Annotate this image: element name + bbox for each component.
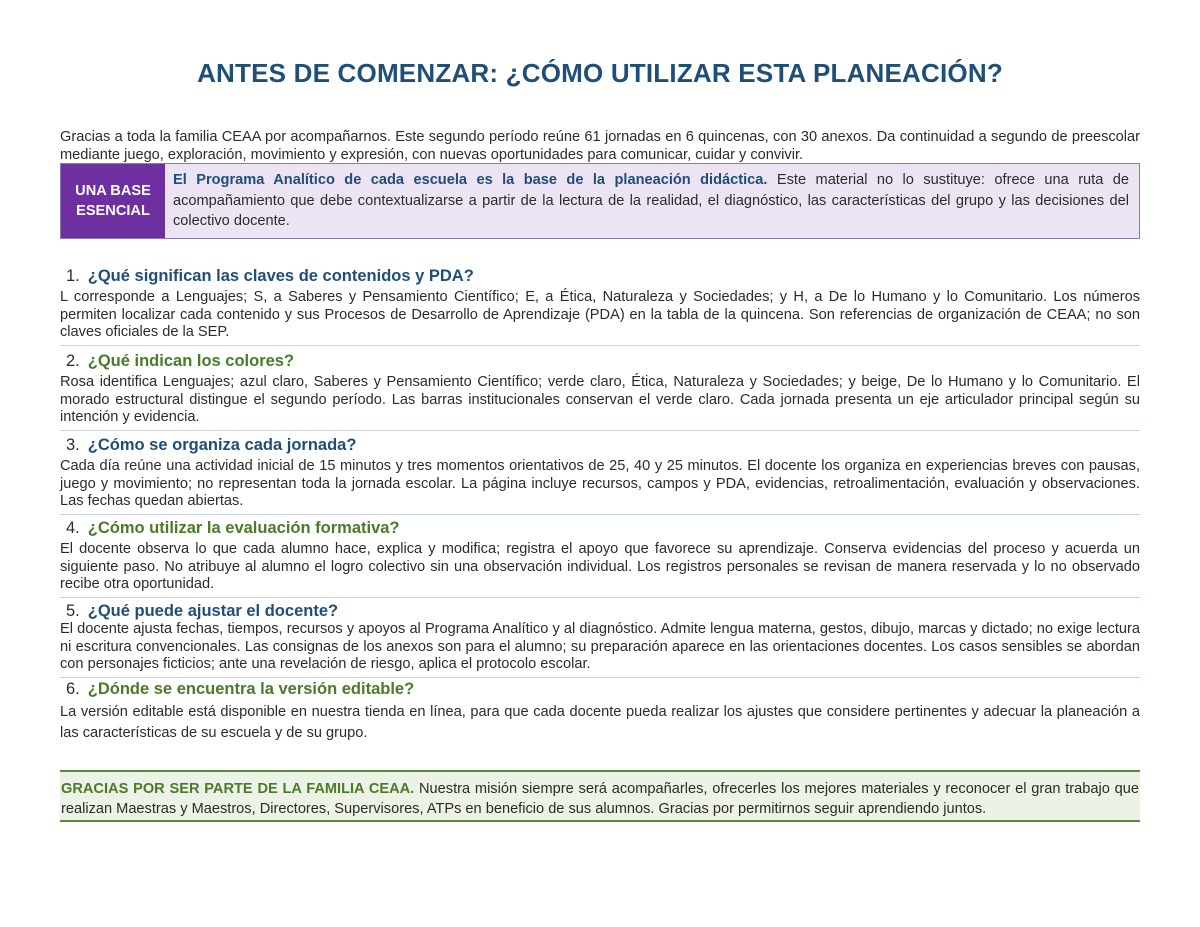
answer-text: El docente observa lo que cada alumno hace, explica y modifica; registra el apoyo que favorece su aprendizaje. Conserva evidencias del proceso y acuerda un siguiente paso. No atribuye al alumno el logro colectivo sin una observación individual. Los registros personales se revisan de manera reservada y lo no observado recibe otra oportunidad. xyxy=(60,541,1140,592)
question-text: ¿Qué puede ajustar el docente? xyxy=(87,602,339,620)
question-number: 3. xyxy=(66,436,80,454)
section-4 xyxy=(60,518,1140,598)
answer-text: La versión editable está disponible en nuestra tienda en línea, para que cada docente pueda realizar los ajustes que considere pertinentes y adecuar la planeación a las características de su escuela y de su grupo. xyxy=(60,704,1140,741)
section-6 xyxy=(60,679,1140,744)
closing-lead: GRACIAS POR SER PARTE DE LA FAMILIA CEAA. xyxy=(61,781,415,797)
section-divider xyxy=(60,597,1140,598)
answer-text: El docente ajusta fechas, tiempos, recursos y apoyos al Programa Analítico y al diagnóstico. Admite lengua materna, gestos, dibujo, marcas y dictado; no exige lectura ni escritura convencionales. Las consignas de los anexos son para el alumno; su preparación aparece en las orientaciones docentes. Los casos sensibles se abordan con personajes ficticios; ante una revelación de riesgo, aplica el protocolo escolar. xyxy=(60,621,1140,672)
callout-body xyxy=(165,164,1139,238)
section-1 xyxy=(60,266,1140,346)
question-heading xyxy=(66,679,1140,699)
section-divider xyxy=(60,677,1140,678)
question-text: ¿Cómo utilizar la evaluación formativa? xyxy=(87,519,400,537)
question-number: 1. xyxy=(66,267,80,285)
callout-label: UNA BASE ESENCIAL xyxy=(61,164,165,238)
answer-text: Cada día reúne una actividad inicial de 15 minutos y tres momentos orientativos de 25, 40 y 25 minutos. El docente los organiza en experiencias breves con pausas, juego y movimiento; no representan toda la jornada escolar. La página incluye recursos, campos y PDA, evidencias, retroalimentación, evaluación y observaciones. Las fechas quedan abiertas. xyxy=(60,458,1140,509)
question-number: 6. xyxy=(66,680,80,698)
section-3 xyxy=(60,435,1140,515)
question-text: ¿Qué significan las claves de contenidos y PDA? xyxy=(87,267,474,285)
intro-paragraph: Gracias a toda la familia CEAA por acompañarnos. Este segundo período reúne 61 jornadas en 6 quincenas, con 30 anexos. Da continuidad a segundo de preescolar mediante juego, exploración, movimiento y expresión, con nuevas oportunidades para comunicar, cuidar y convivir. xyxy=(60,129,1140,163)
page-title: ANTES DE COMENZAR: ¿CÓMO UTILIZAR ESTA PLANEACIÓN? xyxy=(197,58,1003,88)
question-heading xyxy=(66,351,1140,371)
section-divider xyxy=(60,514,1140,515)
question-number: 2. xyxy=(66,352,80,370)
closing-text: Nuestra misión siempre será acompañarles, ofrecerles los mejores materiales y reconocer el gran trabajo que realizan Maestras y Maestros, Directores, Supervisores, ATPs en beneficio de sus alumnos. Gracias por permitirnos seguir aprendiendo juntos. xyxy=(61,781,1139,817)
answer-text: Rosa identifica Lenguajes; azul claro, Saberes y Pensamiento Científico; verde claro, Ética, Naturaleza y Sociedades; y beige, De lo Humano y lo Comunitario. El morado estructural distingue el segundo período. Las barras institucionales conservan el verde claro. Cada jornada presenta un eje articulador principal según su intención y evidencia. xyxy=(60,374,1140,425)
callout-text: Este material no lo sustituye: ofrece una ruta de acompañamiento que debe contextualizarse a partir de la lectura de la realidad, el diagnóstico, las características del grupo y las decisiones del colectivo docente. xyxy=(173,172,1130,229)
callout-lead: El Programa Analítico de cada escuela es la base de la planeación didáctica. xyxy=(173,172,768,188)
section-2 xyxy=(60,351,1140,431)
section-5 xyxy=(60,601,1140,678)
callout-box xyxy=(60,163,1140,239)
question-text: ¿Dónde se encuentra la versión editable? xyxy=(87,680,415,698)
answer-text: L corresponde a Lenguajes; S, a Saberes y Pensamiento Científico; E, a Ética, Naturaleza y Sociedades; y H, a De lo Humano y lo Comunitario. Los números permiten localizar cada contenido y sus Procesos de Desarrollo de Aprendizaje (PDA) en la tabla de la quincena. Son referencias de organización de CEAA; no son claves oficiales de la SEP. xyxy=(60,289,1140,340)
question-text: ¿Qué indican los colores? xyxy=(87,352,295,370)
question-number: 5. xyxy=(66,602,80,620)
section-divider xyxy=(60,345,1140,346)
question-heading xyxy=(66,601,1140,621)
question-heading xyxy=(66,518,1140,538)
question-number: 4. xyxy=(66,519,80,537)
question-text: ¿Cómo se organiza cada jornada? xyxy=(87,436,357,454)
question-heading xyxy=(66,266,1140,286)
section-divider xyxy=(60,430,1140,431)
question-heading xyxy=(66,435,1140,455)
closing-box xyxy=(60,770,1140,822)
